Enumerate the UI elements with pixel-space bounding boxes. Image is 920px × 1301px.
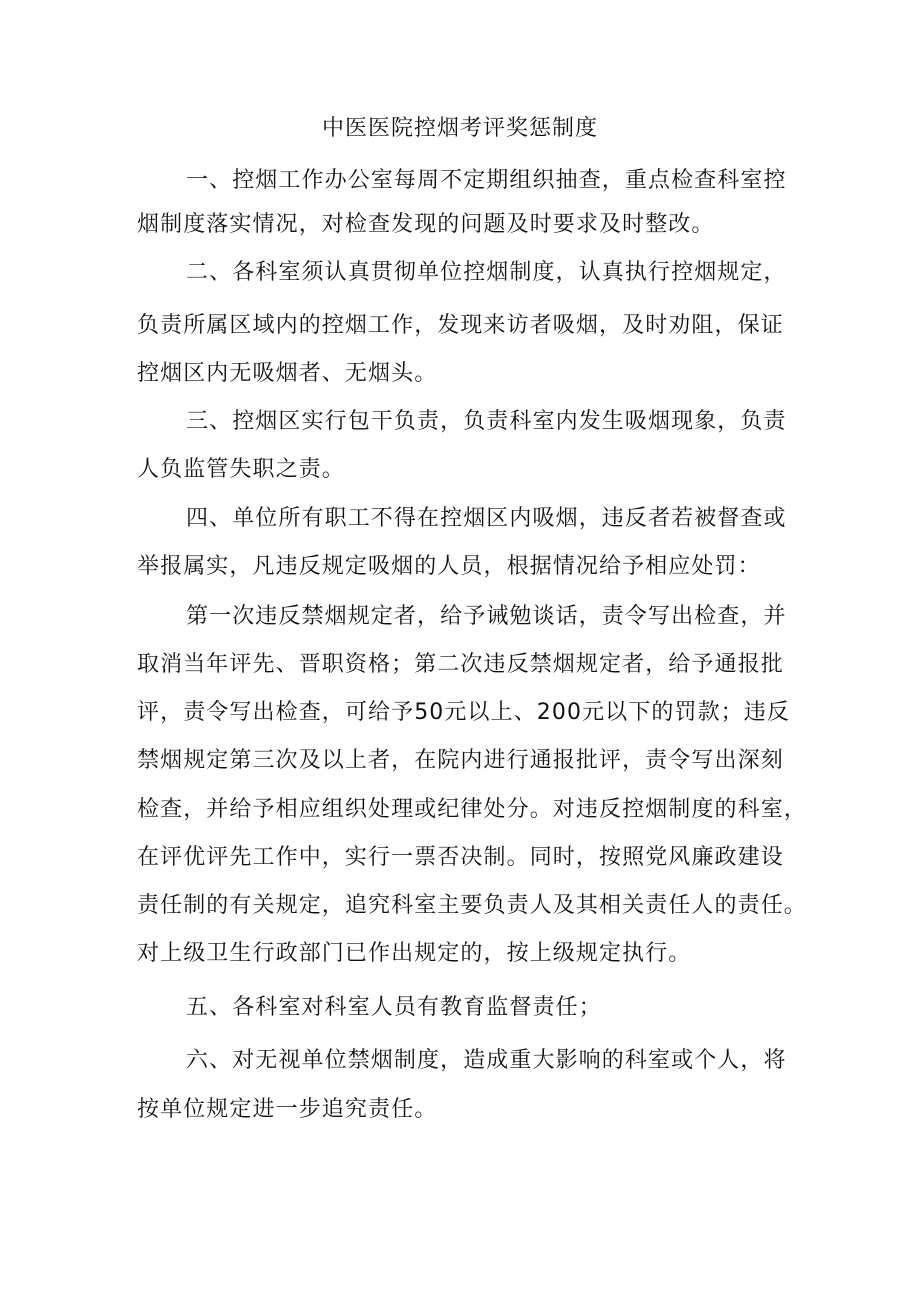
paragraph-7-line-1: 六、对无视单位禁烟制度，造成重大影响的科室或个人，将: [186, 1048, 787, 1073]
paragraph-5-line-8: 对上级卫生行政部门已作出规定的，按上级规定执行。: [137, 941, 692, 966]
paragraph-5-line-5: 检查，并给予相应组织处理或纪律处分。对违反控烟制度的科室，: [137, 797, 807, 822]
paragraph-2-line-3: 控烟区内无吸烟者、无烟头。: [137, 361, 438, 386]
paragraph-3-line-2: 人负监管失职之责。: [137, 457, 345, 482]
paragraph-5-line-7: 责任制的有关规定，追究科室主要负责人及其相关责任人的责任。: [137, 893, 807, 918]
paragraph-2-line-1: 二、各科室须认真贯彻单位控烟制度，认真执行控烟规定，: [186, 260, 787, 285]
paragraph-5-line-3: 评，责令写出检查，可给予50元以上、200元以下的罚款；违反: [137, 700, 790, 725]
paragraph-6-line-1: 五、各科室对科室人员有教育监督责任；: [186, 995, 602, 1020]
paragraph-4-line-1: 四、单位所有职工不得在控烟区内吸烟，违反者若被督查或: [186, 506, 787, 531]
document-title: 中医医院控烟考评奖惩制度: [321, 116, 598, 141]
paragraph-5-line-6: 在评优评先工作中，实行一票否决制。同时，按照党风廉政建设: [137, 845, 784, 870]
paragraph-1-line-1: 一、控烟工作办公室每周不定期组织抽查，重点检查科室控: [186, 168, 787, 193]
paragraph-1-line-2: 烟制度落实情况，对检查发现的问题及时要求及时整改。: [137, 212, 715, 237]
paragraph-4-line-2: 举报属实，凡违反规定吸烟的人员，根据情况给予相应处罚：: [137, 554, 761, 579]
paragraph-5-line-1: 第一次违反禁烟规定者，给予诫勉谈话，责令写出检查，并: [186, 604, 787, 629]
paragraph-3-line-1: 三、控烟区实行包干负责，负责科室内发生吸烟现象，负责: [186, 409, 787, 434]
paragraph-7-line-2: 按单位规定进一步追究责任。: [137, 1097, 438, 1122]
paragraph-5-line-2: 取消当年评先、晋职资格；第二次违反禁烟规定者，给予通报批: [137, 652, 784, 677]
paragraph-5-line-4: 禁烟规定第三次及以上者，在院内进行通报批评，责令写出深刻: [137, 748, 784, 773]
paragraph-2-line-2: 负责所属区域内的控烟工作，发现来访者吸烟，及时劝阻，保证: [137, 313, 784, 338]
